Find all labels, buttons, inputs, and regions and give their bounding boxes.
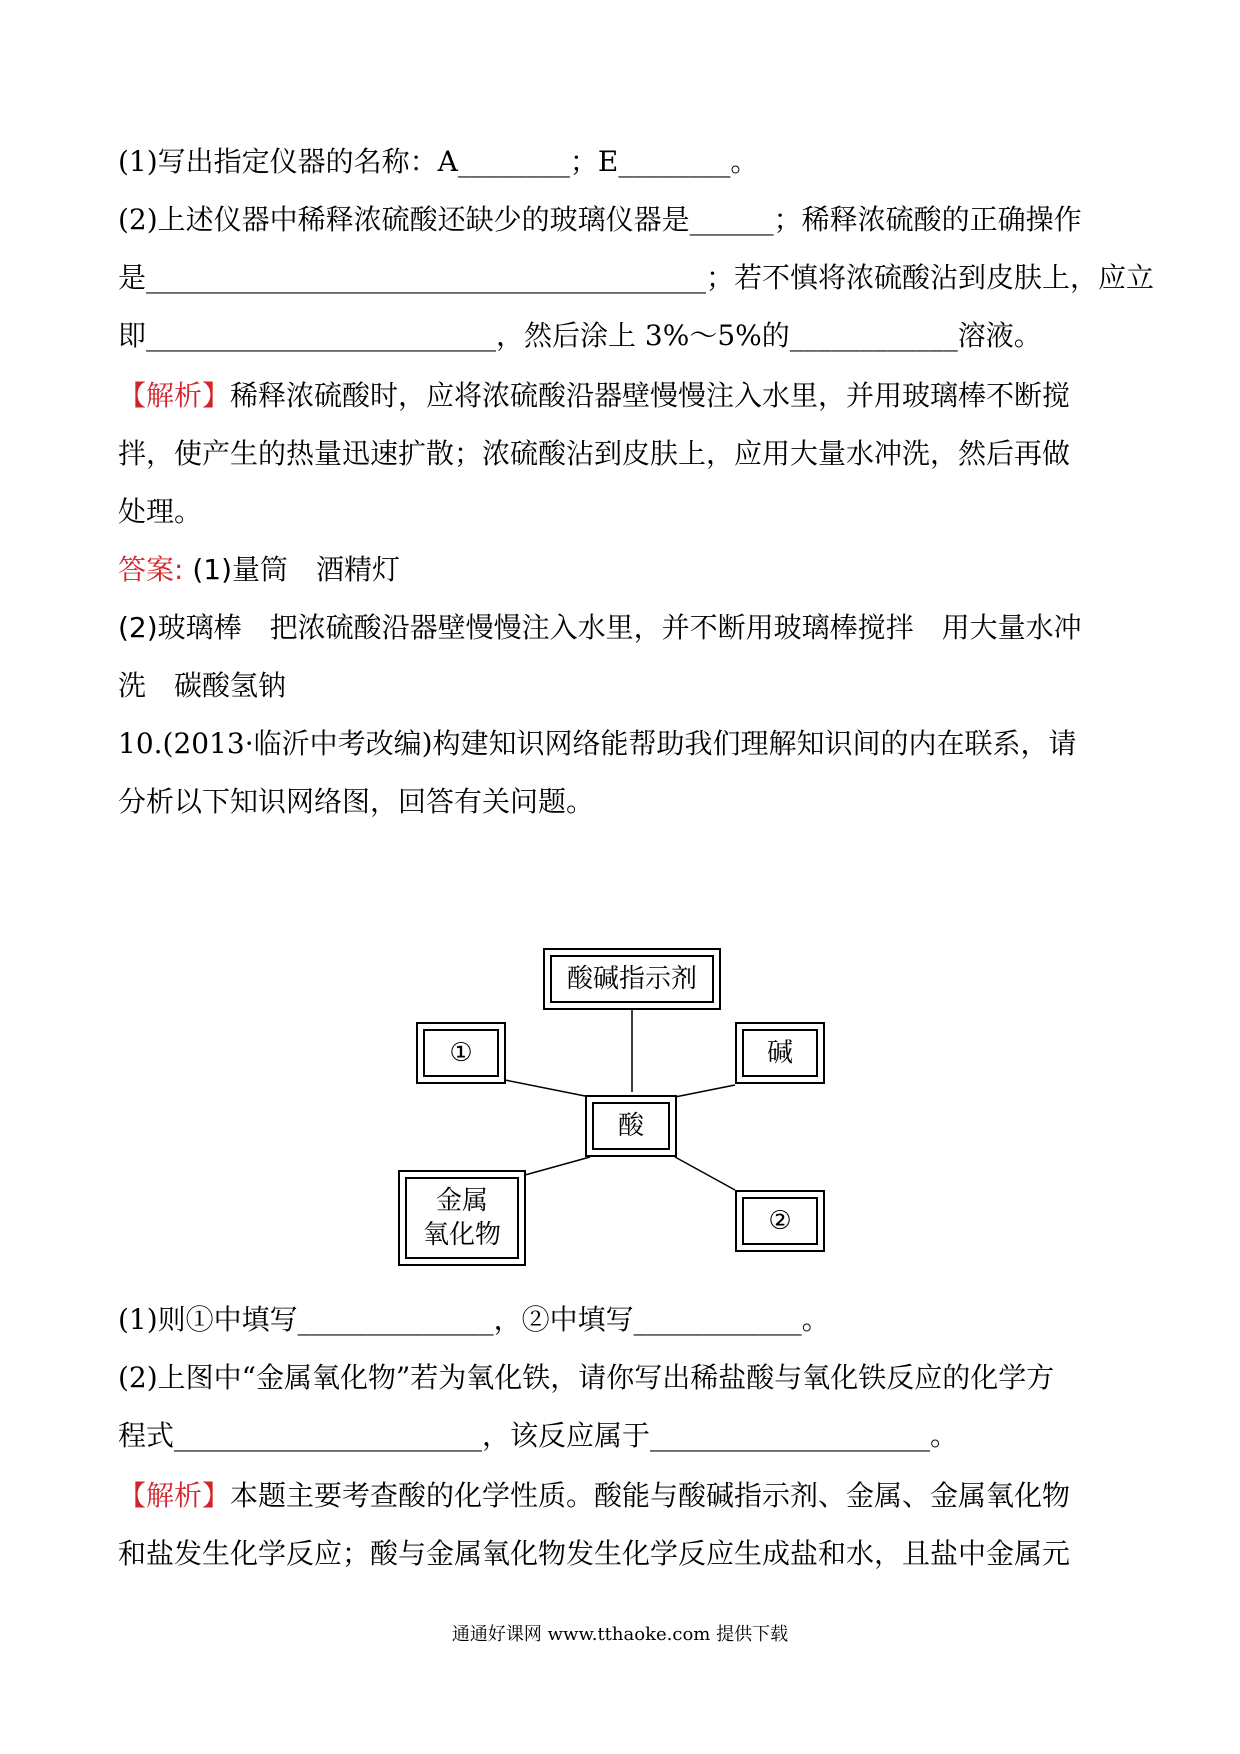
- q10-part2-line2: 程式______________________，该反应属于____________________。: [118, 1419, 959, 1452]
- box-blank-1: [416, 1022, 506, 1084]
- label-indicator: 酸碱指示剂: [566, 964, 697, 994]
- answer-line3: 洗 碳酸氢钠: [118, 669, 287, 702]
- q10-stem-line1: 10.(2013·临沂中考改编)构建知识网络能帮助我们理解知识间的内在联系，请: [118, 727, 1077, 760]
- label-metal-oxide-line2: 氧化物: [422, 1220, 501, 1250]
- label-metal-oxide: [423, 1184, 501, 1252]
- q10-part1: (1)则①中填写______________，②中填写____________。: [118, 1303, 830, 1336]
- label-base: 碱: [766, 1038, 793, 1068]
- answer-tag: 答案:: [118, 553, 184, 586]
- analysis-2-line2: 和盐发生化学反应；酸与金属氧化物发生化学反应生成盐和水，且盐中金属元: [118, 1537, 1071, 1570]
- q9-part2-line1: (2)上述仪器中稀释浓硫酸还缺少的玻璃仪器是______；稀释浓硫酸的正确操作: [118, 203, 1082, 236]
- label-blank-2: ②: [768, 1206, 792, 1236]
- q10-stem-line2: 分析以下知识网络图，回答有关问题。: [118, 785, 595, 818]
- box-blank-2: [735, 1190, 825, 1252]
- analysis-2-text: 本题主要考查酸的化学性质。酸能与酸碱指示剂、金属、金属氧化物: [230, 1479, 1071, 1512]
- box-indicator: [543, 948, 721, 1010]
- q10-part2-line1: (2)上图中“金属氧化物”若为氧化铁，请你写出稀盐酸与氧化铁反应的化学方: [118, 1361, 1055, 1394]
- q9-part1: (1)写出指定仪器的名称：A________；E________。: [118, 145, 759, 178]
- box-acid: [585, 1095, 677, 1157]
- label-acid: 酸: [617, 1111, 644, 1141]
- analysis-1-line3: 处理。: [118, 495, 203, 528]
- answer-line2: (2)玻璃棒 把浓硫酸沿器壁慢慢注入水里，并不断用玻璃棒搅拌 用大量水冲: [118, 611, 1082, 644]
- page-footer: 通通好课网 www.tthaoke.com 提供下载: [451, 1624, 789, 1645]
- box-metal-oxide: [398, 1170, 526, 1266]
- analysis-2-line1: [118, 1476, 1128, 1516]
- label-blank-1: ①: [449, 1038, 473, 1068]
- analysis-text: 稀释浓硫酸时，应将浓硫酸沿器壁慢慢注入水里，并用玻璃棒不断搅: [230, 379, 1071, 412]
- analysis-1-line2: 拌，使产生的热量迅速扩散；浓硫酸沾到皮肤上，应用大量水冲洗，然后再做: [118, 437, 1071, 470]
- box-base: [735, 1022, 825, 1084]
- analysis-2-tag: 【解析】: [118, 1479, 231, 1512]
- analysis-tag: 【解析】: [118, 379, 231, 412]
- q9-part2-line3: 即_________________________，然后涂上 3%～5%的____________溶液。: [118, 319, 1042, 352]
- label-metal-oxide-line1: 金属: [435, 1186, 488, 1216]
- answer-text: (1)量筒 酒精灯: [183, 553, 401, 586]
- q9-part2-line2: 是________________________________________；若不慎将浓硫酸沾到皮肤上，应立: [118, 261, 1155, 294]
